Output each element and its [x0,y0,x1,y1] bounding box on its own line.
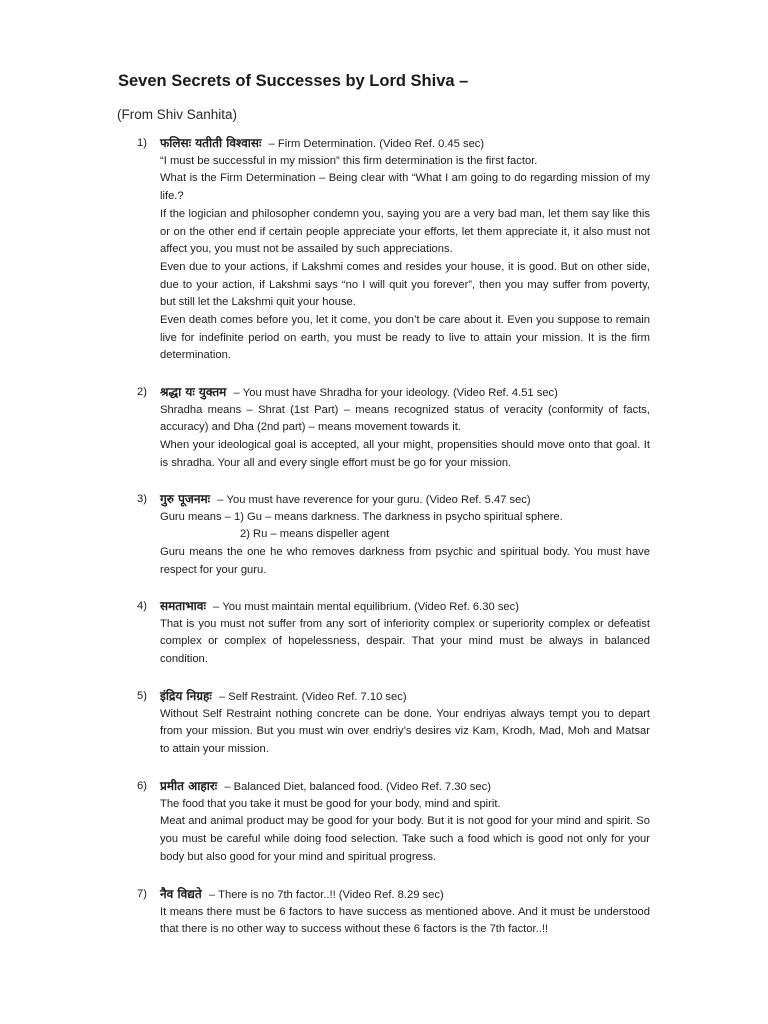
item-number: 2) [137,386,147,398]
sanskrit-term: श्रद्धा यः युक्तम [160,385,227,399]
body-line: Shradha means – Shrat (1st Part) – means recognized status of veracity (conformity of facts, accuracy) and Dha (2nd part) – means movement towards it. [160,403,650,434]
heading-text: – You must maintain mental equilibrium. (Video Ref. 6.30 sec) [213,601,519,613]
body-line: Meat and animal product may be good for your body. But it is not good for your mind and spirit. So you must be careful while doing food selection. Take such a food which is good not only for your body but also good for your mind and spiritual progress. [160,815,650,863]
sanskrit-term: समताभावः [160,599,206,613]
item-number: 5) [137,690,147,702]
body-line: Even due to your actions, if Lakshmi comes and resides your house, it is good. But on other side, due to your action, if Lakshmi says “no I will quit you forever”, then you may suffer from poverty, but still let the Lakshmi quit your house. [160,260,650,309]
item-heading [160,135,484,154]
item-body [160,616,650,669]
body-line: It means there must be 6 factors to have success as mentioned above. And it must be understood that there is no other way to success without these 6 factors is the 7th factor..!! [160,905,650,936]
body-sub-line: 2) Ru – means dispeller agent [240,528,390,541]
body-line: “I must be successful in my mission” this firm determination is the first factor. [160,154,538,167]
body-line: What is the Firm Determination – Being clear with “What I am going to do regarding mission of my life.? [160,172,650,203]
item-heading [160,778,491,797]
item-number: 1) [137,137,147,149]
item-body [160,509,650,580]
page-title: Seven Secrets of Successes by Lord Shiva – [118,72,469,90]
body-line: Guru means – 1) Gu – means darkness. The darkness in psycho spiritual sphere. [160,510,563,523]
heading-text: – You must have reverence for your guru. (Video Ref. 5.47 sec) [217,494,531,506]
item-number: 4) [137,600,147,612]
heading-text: – Balanced Diet, balanced food. (Video Ref. 7.30 sec) [224,781,491,793]
body-line: Even death comes before you, let it come, you don’t be care about it. Even you suppose to remain live for indefinite period on earth, you must be ready to live to attain your mission. It is the firm determination. [160,314,650,362]
body-line: Guru means the one he who removes darkness from psychic and spiritual body. You must have respect for your guru. [160,546,650,576]
heading-text: – There is no 7th factor..!! (Video Ref. 8.29 sec) [208,889,444,901]
item-body [160,153,650,365]
heading-text: – Self Restraint. (Video Ref. 7.10 sec) [218,691,407,703]
item-body [160,904,650,939]
item-heading [160,688,407,707]
item-body [160,796,650,867]
item-number: 6) [137,780,147,792]
sanskrit-term: गुरु पूजनमः [160,492,211,506]
item-heading [160,886,444,905]
item-heading [160,598,519,617]
item-heading [160,384,558,403]
heading-text: – You must have Shradha for your ideology. (Video Ref. 4.51 sec) [233,387,558,399]
item-number: 7) [137,888,147,900]
item-body [160,706,650,759]
item-number: 3) [137,493,147,505]
body-line: That is you must not suffer from any sort of inferiority complex or superiority complex or defeatist complex or complex of hopelessness, despair. That your mind must be always in balanced condition. [160,617,650,666]
sanskrit-term: नैव विद्यते [160,887,202,901]
body-line: Without Self Restraint nothing concrete can be done. Your endriyas always tempt you to depart from your mission. But you must win over endriy’s desires viz Kam, Krodh, Mad, Moh and Matsar to attain your mission. [160,707,650,756]
sanskrit-term: फलिसः यतीती विश्वासः [160,136,262,150]
body-line: The food that you take it must be good for your body, mind and spirit. [160,797,501,810]
body-line: When your ideological goal is accepted, all your might, propensities should move onto that goal. It is shradha. Your all and every single effort must be go for your mission. [160,439,650,469]
page-subtitle: (From Shiv Sanhita) [117,107,238,122]
sanskrit-term: प्रमीत आहारः [160,779,218,793]
item-heading [160,491,531,510]
heading-text: – Firm Determination. (Video Ref. 0.45 sec) [268,138,485,150]
sanskrit-term: इंद्रिय निग्रहः [160,689,212,703]
body-line: If the logician and philosopher condemn you, saying you are a very bad man, let them say like this or on the other end if certain people appreciate your efforts, let them appreciate it, it also must not affect you, you must not be assailed by such appreciations. [160,207,650,256]
item-body [160,402,650,473]
